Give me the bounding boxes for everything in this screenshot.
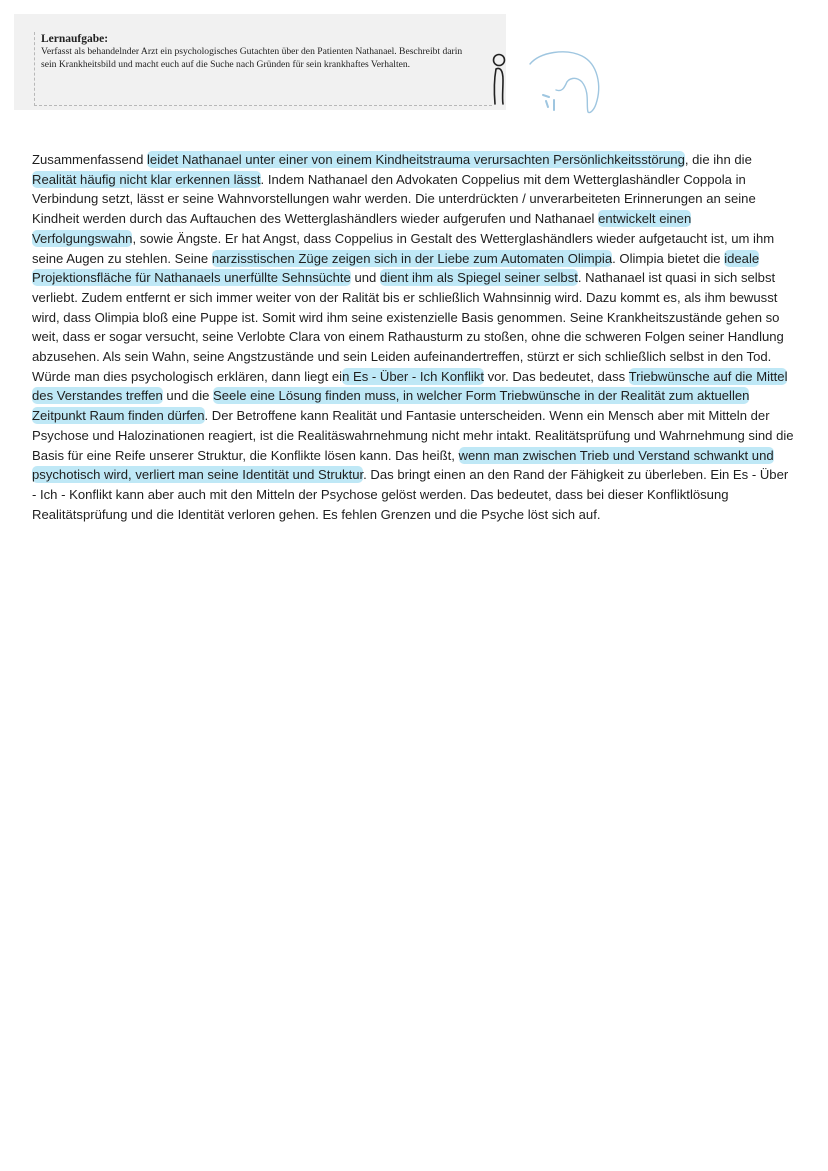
essay-segment: . Indem Nathanael den Advokaten Coppelius mit dem Wetterglashändler Coppola in Verbindung setzt, lässt er seine Wahnvorstellungen wahr werden. Die unterdrückten / unverarbeiteten Erinnerungen an seine Kindheit werden durch das Auftauchen des Wetterglashändlers wieder aufgerufen und Nathanael	[32, 171, 756, 227]
essay-segment: , die ihn die	[684, 152, 752, 167]
task-frame	[34, 32, 492, 106]
highlighted-phrase: narzisstischen Züge zeigen sich in der Liebe zum Automaten Olimpia	[211, 250, 613, 266]
highlighted-phrase: Triebwünsche auf die Mittel des Verstandes treffen	[32, 368, 788, 404]
highlighted-phrase: ideale Projektionsfläche für Nathanaels unerfüllte Sehnsüchte	[32, 250, 760, 286]
essay-segment: vor. Das bedeutet, dass	[483, 368, 629, 384]
highlighted-phrase: leidet Nathanael unter einer von einem Kindheitstrauma verursachten Persönlichkeitsstörung	[147, 152, 685, 167]
essay-segment: und	[350, 270, 380, 286]
task-box	[14, 14, 506, 110]
essay-segment: . Nathanael ist quasi in sich selbst verliebt. Zudem entfernt er sich immer weiter von der Ralität bis er schließlich Wahnsinnig wird. Dazu kommt es, als ihm bewusst wird, dass Olimpia bloß eine Puppe ist. Somit wird ihm seine existenzielle Basis genommen. Seine Krankheitszustände gehen so weit, dass er sogar versucht, seine Verlobte Clara von einem Rathausturm zu stoßen, ohne die schweren Folgen seiner Handlung abzusehen. Als sein Wahn, seine Angstzustände und sein Leiden aufeinandertreffen, stürzt er sich schließlich selbst in den Tod. Würde man dies psychologisch erklären, dann liegt ei	[32, 270, 784, 384]
essay-segment: Zusammenfassend	[32, 152, 147, 167]
essay-segment: . Das bringt einen an den Rand der Fähigkeit zu überleben. Ein Es - Über - Ich - Konflikt kann aber auch mit den Mitteln der Psychose gelöst werden. Das bedeutet, dass bei dieser Konfliktlösung Realitätsprüfung und die Identität verloren gehen. Es fehlen Grenzen und die Psyche löst sich auf.	[32, 467, 789, 522]
task-title: Lernaufgabe:	[41, 33, 109, 45]
essay-text	[32, 150, 794, 524]
spiral-doodle-icon	[526, 48, 606, 118]
highlighted-phrase: n Es - Über - Ich Konflikt	[342, 368, 484, 384]
essay-segment: . Olimpia bietet die	[612, 250, 725, 266]
essay-segment: und die	[162, 388, 214, 404]
highlighted-phrase: Seele eine Lösung finden muss, in welcher Form Triebwünsche in der Realität zum aktuellen Zeitpunkt Raum finden dürfen	[32, 388, 750, 424]
essay-segment: . Der Betroffene kann Realität und Fantasie unterscheiden. Wenn ein Mensch aber mit Mitteln der Psychose und Halozinationen reagiert, ist die Realitäswahrnehmung nicht mehr intakt. Realitätsprüfung und Wahrnehmung sind die Basis für eine Reife unserer Struktur, die Konflikte lösen kann. Das heißt,	[32, 408, 794, 463]
essay-segment: , sowie Ängste. Er hat Angst, dass Coppelius in Gestalt des Wetterglashändlers wieder aufgetaucht ist, um ihm seine Augen zu stehlen. Seine	[32, 230, 775, 266]
stick-figure-icon	[486, 52, 512, 108]
highlighted-phrase: wenn man zwischen Trieb und Verstand schwankt und psychotisch wird, verliert man seine Identität und Struktur	[32, 447, 774, 483]
highlighted-phrase: entwickelt einen Verfolgungswahn	[32, 211, 692, 246]
highlighted-phrase: Realität häufig nicht klar erkennen lässt	[32, 171, 261, 187]
task-text: Verfasst als behandelnder Arzt ein psychologisches Gutachten über den Patienten Nathanael. Beschreibt darin sein Krankheitsbild und macht euch auf die Suche nach Gründen für sein krankhaftes Verhalten.	[41, 46, 463, 70]
highlighted-phrase: dient ihm als Spiegel seiner selbst	[379, 270, 578, 286]
